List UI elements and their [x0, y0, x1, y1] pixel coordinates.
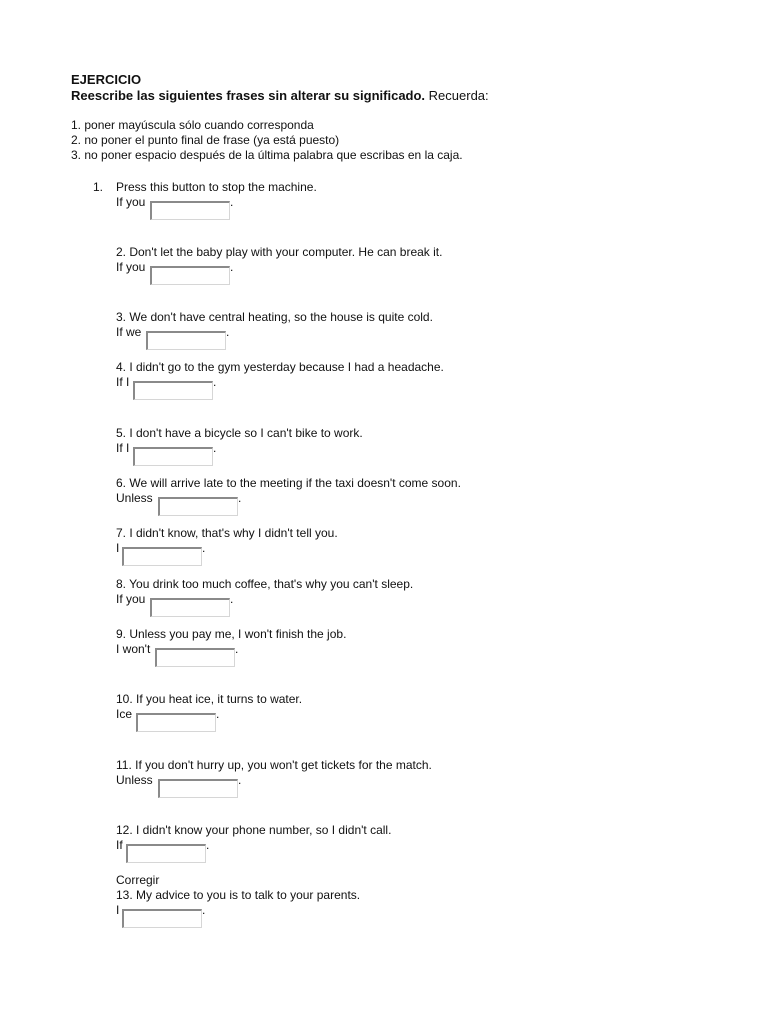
exercise-13: [0, 888, 768, 948]
answer-input-1[interactable]: [150, 201, 230, 220]
exercise-sentence: 12. I didn't know your phone number, so I didn't call.: [116, 823, 392, 837]
exercise-sentence: Press this button to stop the machine.: [116, 180, 317, 194]
sentence-period: .: [238, 773, 242, 787]
rule-3: 3. no poner espacio después de la última palabra que escribas en la caja.: [71, 148, 463, 162]
exercise-9: [0, 627, 768, 687]
answer-input-11[interactable]: [158, 779, 238, 798]
sentence-period: .: [235, 642, 239, 656]
exercise-1: [0, 180, 768, 240]
answer-input-7[interactable]: [122, 547, 202, 566]
rule-2: 2. no poner el punto final de frase (ya está puesto): [71, 133, 340, 147]
exercise-sentence: 4. I didn't go to the gym yesterday because I had a headache.: [116, 360, 444, 374]
answer-input-2[interactable]: [150, 266, 230, 285]
exercise-sentence: 6. We will arrive late to the meeting if the taxi doesn't come soon.: [116, 476, 461, 490]
answer-input-3[interactable]: [146, 331, 226, 350]
exercise-stem: If you: [116, 260, 146, 274]
exercise-stem: Unless: [116, 773, 153, 787]
rule-1: 1. poner mayúscula sólo cuando corresponda: [71, 118, 314, 132]
exercise-stem: If we: [116, 325, 142, 339]
sentence-period: .: [230, 260, 234, 274]
answer-input-12[interactable]: [126, 844, 206, 863]
sentence-period: .: [216, 707, 220, 721]
exercise-sentence: 8. You drink too much coffee, that's why you can't sleep.: [116, 577, 414, 591]
instructions: [71, 88, 489, 104]
answer-input-5[interactable]: [133, 447, 213, 466]
exercise-stem: If you: [116, 195, 146, 209]
sentence-period: .: [202, 541, 206, 555]
exercise-stem: Ice: [116, 707, 133, 721]
exercise-number: 1.: [93, 180, 104, 194]
exercise-stem: If I: [116, 375, 130, 389]
correct-button[interactable]: Corregir: [116, 873, 160, 887]
exercise-stem: I won't: [116, 642, 151, 656]
answer-input-9[interactable]: [155, 648, 235, 667]
exercise-sentence: 7. I didn't know, that's why I didn't tell you.: [116, 526, 338, 540]
answer-input-10[interactable]: [136, 713, 216, 732]
exercise-stem: If you: [116, 592, 146, 606]
answer-input-6[interactable]: [158, 497, 238, 516]
exercise-title: EJERCICIO: [71, 72, 142, 87]
answer-input-13[interactable]: [122, 909, 202, 928]
exercise-sentence: 2. Don't let the baby play with your computer. He can break it.: [116, 245, 443, 259]
exercise-stem: Unless: [116, 491, 153, 505]
exercise-sentence: 5. I don't have a bicycle so I can't bike to work.: [116, 426, 363, 440]
exercise-stem: If: [116, 838, 123, 852]
exercise-stem: If I: [116, 441, 130, 455]
sentence-period: .: [230, 592, 234, 606]
sentence-period: .: [206, 838, 210, 852]
sentence-period: .: [213, 375, 217, 389]
answer-input-8[interactable]: [150, 598, 230, 617]
sentence-period: .: [230, 195, 234, 209]
exercise-stem: I: [116, 541, 120, 555]
exercise-sentence: 9. Unless you pay me, I won't finish the job.: [116, 627, 347, 641]
exercise-10: [0, 692, 768, 752]
exercise-sentence: 11. If you don't hurry up, you won't get tickets for the match.: [116, 758, 432, 772]
sentence-period: .: [213, 441, 217, 455]
answer-input-4[interactable]: [133, 381, 213, 400]
sentence-period: .: [226, 325, 230, 339]
sentence-period: .: [202, 903, 206, 917]
exercise-sentence: 10. If you heat ice, it turns to water.: [116, 692, 303, 706]
instruction-bold: Reescribe las siguientes frases sin alterar su significado.: [71, 88, 426, 103]
exercise-2: [0, 245, 768, 305]
sentence-period: .: [238, 491, 242, 505]
exercise-stem: I: [116, 903, 120, 917]
instruction-recuerda: Recuerda:: [428, 88, 489, 103]
exercise-sentence: 3. We don't have central heating, so the house is quite cold.: [116, 310, 433, 324]
exercise-4: [0, 360, 768, 420]
exercise-sentence: 13. My advice to you is to talk to your parents.: [116, 888, 361, 902]
exercise-11: [0, 758, 768, 818]
